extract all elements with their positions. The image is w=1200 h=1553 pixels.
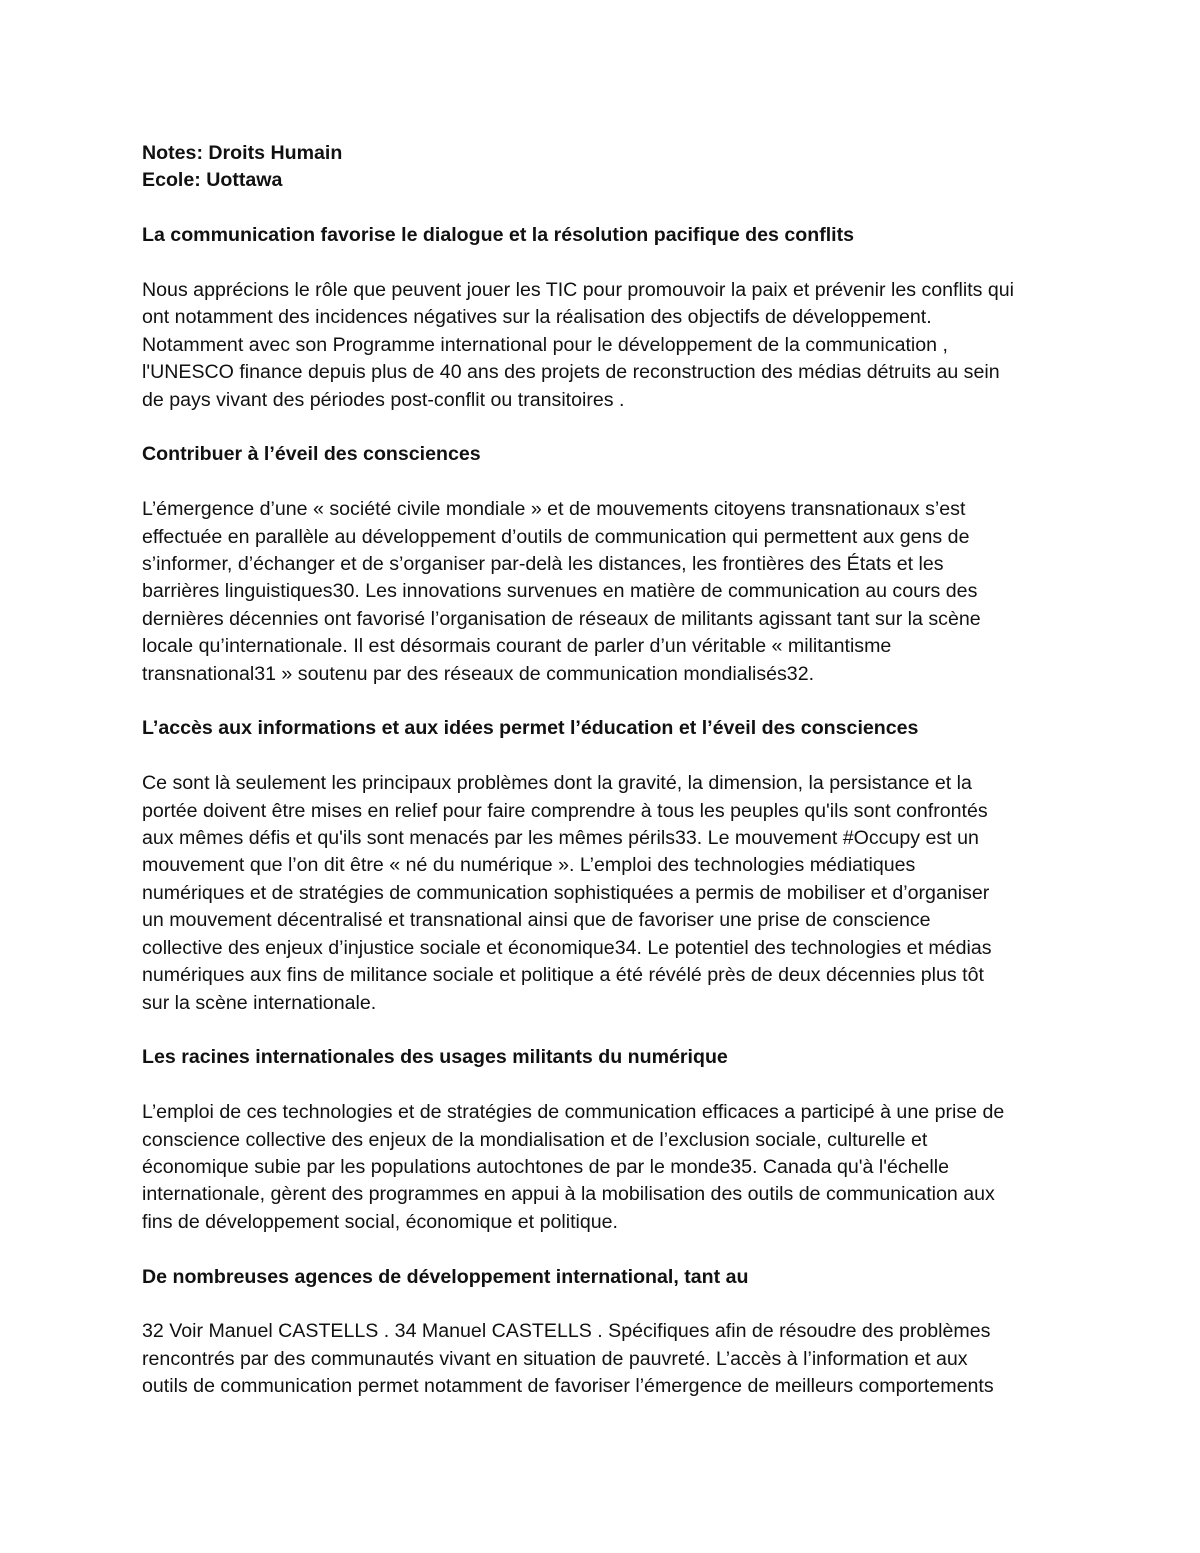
paragraph-line: s’informer, d’échanger et de s’organiser par-delà les distances, les frontières des États et les: [142, 553, 944, 576]
section-paragraph: [142, 1099, 1062, 1236]
paragraph-line: fins de développement social, économique et politique.: [142, 1210, 618, 1233]
paragraph-line: conscience collective des enjeux de la mondialisation et de l’exclusion sociale, culturelle et: [142, 1128, 928, 1151]
paragraph-line: Ce sont là seulement les principaux problèmes dont la gravité, la dimension, la persistance et la: [142, 772, 972, 795]
paragraph-line: dernières décennies ont favorisé l’organisation de réseaux de militants agissant tant sur la scène: [142, 607, 981, 630]
spacer: [142, 1072, 1062, 1099]
spacer: [142, 743, 1062, 770]
paragraph-line: L’émergence d’une « société civile mondiale » et de mouvements citoyens transnationaux s’est: [142, 498, 966, 521]
paragraph-line: 32 Voir Manuel CASTELLS . 34 Manuel CASTELLS . Spécifiques afin de résoudre des problèmes: [142, 1320, 991, 1343]
paragraph-line: Notamment avec son Programme international pour le développement de la communication ,: [142, 333, 948, 356]
section-heading: L’accès aux informations et aux idées permet l’éducation et l’éveil des consciences: [142, 717, 919, 740]
section-paragraph: [142, 770, 1062, 1017]
spacer: [142, 195, 1062, 222]
spacer: [142, 469, 1062, 496]
paragraph-line: rencontrés par des communautés vivant en situation de pauvreté. L’accès à l’information et aux: [142, 1347, 968, 1370]
paragraph-line: économique subie par les populations autochtones de par le monde35. Canada qu'à l'échelle: [142, 1155, 950, 1178]
spacer: [142, 414, 1062, 441]
spacer: [142, 250, 1062, 277]
paragraph-line: de pays vivant des périodes post-conflit ou transitoires .: [142, 388, 625, 411]
section-paragraph: [142, 277, 1062, 414]
section-paragraph: [142, 1318, 1062, 1400]
section-heading: Contribuer à l’éveil des consciences: [142, 443, 481, 466]
section-paragraph: [142, 496, 1062, 688]
paragraph-line: collective des enjeux d’injustice sociale et économique34. Le potentiel des technologies et médias: [142, 936, 992, 959]
paragraph-line: un mouvement décentralisé et transnational ainsi que de favoriser une prise de conscience: [142, 909, 931, 932]
notes-title: Notes: Droits Humain: [142, 142, 343, 164]
paragraph-line: Nous apprécions le rôle que peuvent jouer les TIC pour promouvoir la paix et prévenir les conflits qui: [142, 279, 1015, 301]
paragraph-line: transnational31 » soutenu par des réseaux de communication mondialisés32.: [142, 662, 815, 685]
paragraph-line: locale qu’internationale. Il est désormais courant de parler d’un véritable « militantisme: [142, 635, 892, 658]
section-heading: Les racines internationales des usages militants du numérique: [142, 1046, 728, 1069]
paragraph-line: aux mêmes défis et qu'ils sont menacés par les mêmes périls33. Le mouvement #Occupy est un: [142, 827, 979, 850]
paragraph-line: outils de communication permet notamment de favoriser l’émergence de meilleurs comportements: [142, 1375, 994, 1398]
paragraph-line: portée doivent être mises en relief pour faire comprendre à tous les peuples qu'ils sont confrontés: [142, 799, 988, 822]
paragraph-line: L’emploi de ces technologies et de stratégies de communication efficaces a participé à une prise de: [142, 1101, 1005, 1124]
paragraph-line: mouvement que l’on dit être « né du numérique ». L’emploi des technologies médiatiques: [142, 854, 916, 877]
paragraph-line: internationale, gèrent des programmes en appui à la mobilisation des outils de communication aux: [142, 1183, 995, 1206]
paragraph-line: ont notamment des incidences négatives sur la réalisation des objectifs de développement.: [142, 306, 932, 329]
paragraph-line: sur la scène internationale.: [142, 991, 377, 1014]
paragraph-line: effectuée en parallèle au développement d’outils de communication qui permettent aux gens de: [142, 525, 970, 548]
paragraph-line: barrières linguistiques30. Les innovations survenues en matière de communication au cours des: [142, 580, 978, 603]
spacer: [142, 1236, 1062, 1263]
section-heading: De nombreuses agences de développement international, tant au: [142, 1265, 749, 1288]
paragraph-line: numériques et de stratégies de communication sophistiquées a permis de mobiliser et d’organiser: [142, 881, 990, 904]
document-page: [142, 140, 1062, 1401]
spacer: [142, 688, 1062, 715]
section-heading: La communication favorise le dialogue et la résolution pacifique des conflits: [142, 224, 855, 247]
paragraph-line: numériques aux fins de militance sociale et politique a été révélé près de deux décennies plus tôt: [142, 964, 984, 987]
paragraph-line: l'UNESCO finance depuis plus de 40 ans des projets de reconstruction des médias détruits au sein: [142, 361, 1000, 384]
spacer: [142, 1291, 1062, 1318]
spacer: [142, 1017, 1062, 1044]
school-title: Ecole: Uottawa: [142, 169, 283, 192]
